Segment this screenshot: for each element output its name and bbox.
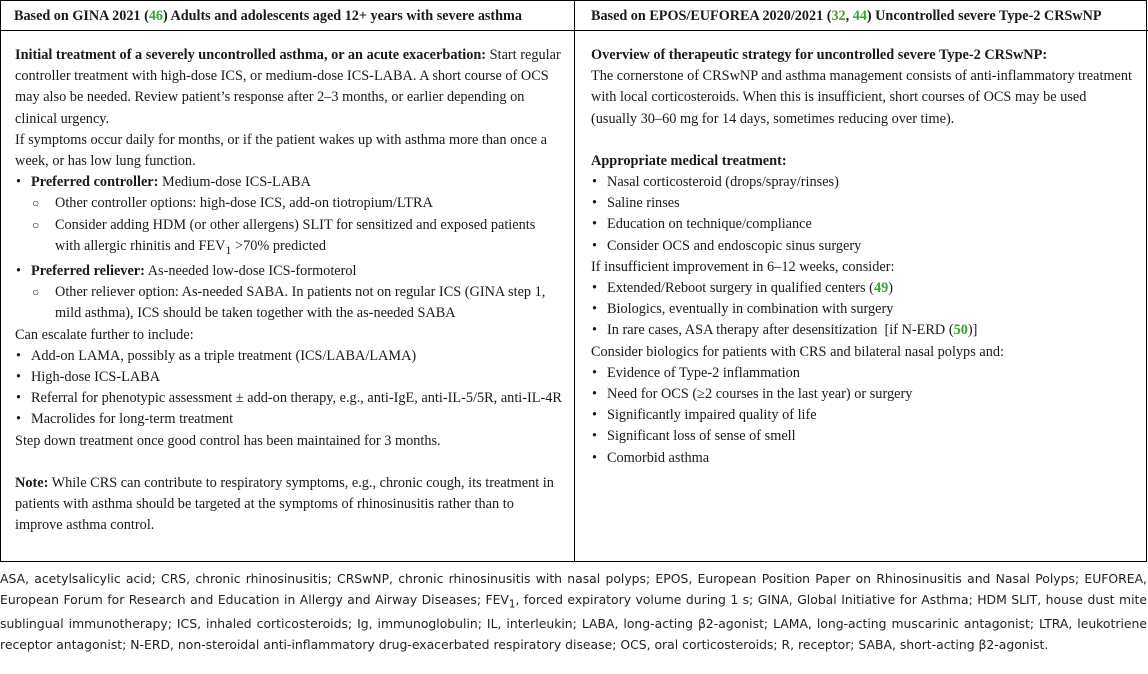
preferred-reliever-text: As-needed low-dose ICS-formoterol [144,262,357,279]
escalate-item: • High-dose ICS-LABA [15,367,562,388]
extended-surgery-text: Extended/Reboot surgery in qualified centers ( [607,280,874,297]
biologic-criterion-item: • Significantly impaired quality of life [591,405,1136,426]
abbreviations-footnote [0,569,1147,655]
right-header-suffix: ) Uncontrolled severe Type-2 CRSwNP [866,8,1102,24]
right-column-header [575,1,1148,31]
appropriate-treatment-heading [591,151,1136,172]
overview-heading-text: Overview of therapeutic strategy for uncontrolled severe Type-2 CRSwNP: [591,47,1048,63]
reference-link-44[interactable]: 44 [852,8,867,24]
footnote-text-a: ASA, acetylsalicylic acid; CRS, chronic rhinosinusitis; CRSwNP, chronic rhinosinusitis with nasal polyps; EPOS, European Position Paper on Rhinosinusitis and Nasal Polyps; EUFOREA, European Forum for Research and Education in Allergy and Airway Diseases; FEV [0,571,1147,607]
controller-sub-item: ○ Other controller options: high-dose ICS, add-on tiotropium/LTRA [15,193,562,214]
biologic-criterion-item: • Evidence of Type-2 inflammation [591,363,1136,384]
reference-link-32[interactable]: 32 [831,8,846,24]
appropriate-treatment-item: • Education on technique/compliance [591,214,1136,235]
initial-treatment-heading: Initial treatment of a severely uncontrolled asthma, or an acute exacerbation: [15,47,487,63]
overview-heading [591,45,1136,66]
note-paragraph [15,473,562,537]
biologic-criterion-item: • Comorbid asthma [591,448,1136,469]
biologic-criterion-item: • Need for OCS (≥2 courses in the last year) or surgery [591,384,1136,405]
preferred-reliever-item [15,261,562,282]
reference-link-50[interactable]: 50 [953,322,968,339]
escalate-item: • Referral for phenotypic assessment ± add-on therapy, e.g., anti-IgE, anti-IL-5/5R, anti-IL-4R [15,388,562,409]
note-heading: Note: [15,474,49,491]
asa-therapy-item [591,320,1136,341]
symptoms-paragraph: If symptoms occur daily for months, or if the patient wakes up with asthma more than once a week, or has low lung function. [15,131,548,170]
initial-treatment-text: Start regular controller treatment with high-dose ICS, or medium-dose ICS-LABA. A short course of OCS may also be needed. Review patient’s response after 2–3 months, or earlier depending on clinical urgency. [15,47,561,127]
asa-therapy-text: In rare cases, ASA therapy after desensitization [if N-ERD ( [607,322,954,339]
preferred-controller-item [15,172,562,193]
left-header-prefix: Based on GINA 2021 ( [14,8,149,24]
spacer [591,130,1136,151]
right-header-sep: , [845,8,853,24]
spacer [15,452,562,473]
note-text: While CRS can contribute to respiratory symptoms, e.g., chronic cough, its treatment in patients with asthma should be targeted at the symptoms of rhinosinusitis rather than to improve asthma control. [15,474,554,534]
escalate-item: • Add-on LAMA, possibly as a triple treatment (ICS/LABA/LAMA) [15,346,562,367]
preferred-controller-text: Medium-dose ICS-LABA [158,174,311,191]
preferred-controller-heading: Preferred controller: [31,174,159,191]
preferred-reliever-heading: Preferred reliever: [31,262,145,279]
initial-treatment-paragraph [15,45,562,130]
asthma-treatment-cell [1,31,575,561]
asa-therapy-close: )] [967,322,978,339]
controller-sub-item-slit [15,215,562,261]
footnote-fev-subscript: 1 [508,597,516,610]
reference-link-46[interactable]: 46 [148,8,163,24]
overview-paragraph: The cornerstone of CRSwNP and asthma management consists of anti-inflammatory treatment with local corticosteroids. When this is insufficient, short courses of OCS may be used (usually 30–60 mg for 14 days, sometimes reducing over time). [591,68,1133,127]
insufficient-paragraph: If insufficient improvement in 6–12 weeks, consider: [591,258,895,275]
appropriate-treatment-item: • Saline rinses [591,193,1136,214]
footnote-text-b: , forced expiratory volume during 1 s; GINA, Global Initiative for Asthma; HDM SLIT, house dust mite sublingual immunotherapy; ICS, inhaled corticosteroids; Ig, immunoglobulin; IL, interleukin; LABA, long-acting β2-agonist; LAMA, long-acting muscarinic antagonist; LTRA, leukotriene receptor antagonist; N-ERD, non-steroidal anti-inflammatory drug-exacerbated respiratory disease; OCS, oral corticosteroids; R, receptor; SABA, short-acting β2-agonist. [0,591,1147,652]
extended-surgery-close: ) [888,280,893,297]
escalate-item: • Macrolides for long-term treatment [15,409,562,430]
appropriate-treatment-item: • Consider OCS and endoscopic sinus surgery [591,236,1136,257]
step-down-paragraph: Step down treatment once good control has been maintained for 3 months. [15,432,441,449]
biologics-item: • Biologics, eventually in combination with surgery [591,299,1136,320]
left-column-header [1,1,575,31]
appropriate-treatment-item: • Nasal corticosteroid (drops/spray/rinses) [591,172,1136,193]
slit-text-a: Consider adding HDM (or other allergens) SLIT for sensitized and exposed patients with allergic rhinitis and FEV [55,216,536,254]
consider-biologics-paragraph: Consider biologics for patients with CRS and bilateral nasal polyps and: [591,343,1004,360]
reliever-sub-item: ○ Other reliever option: As-needed SABA. In patients not on regular ICS (GINA step 1, mild asthma), ICS should be taken together with the as-needed SABA [15,282,562,324]
right-header-prefix: Based on EPOS/EUFOREA 2020/2021 ( [591,8,832,24]
appropriate-treatment-heading-text: Appropriate medical treatment: [591,152,787,169]
slit-text-b: >70% predicted [231,237,327,254]
biologic-criterion-item: • Significant loss of sense of smell [591,426,1136,447]
left-header-suffix: ) Adults and adolescents aged 12+ years with severe asthma [163,8,522,24]
extended-surgery-item [591,278,1136,299]
escalate-paragraph: Can escalate further to include: [15,326,194,343]
reference-link-49[interactable]: 49 [873,280,889,297]
crswnp-treatment-cell [575,31,1148,561]
fev-subscript: 1 [225,242,232,257]
